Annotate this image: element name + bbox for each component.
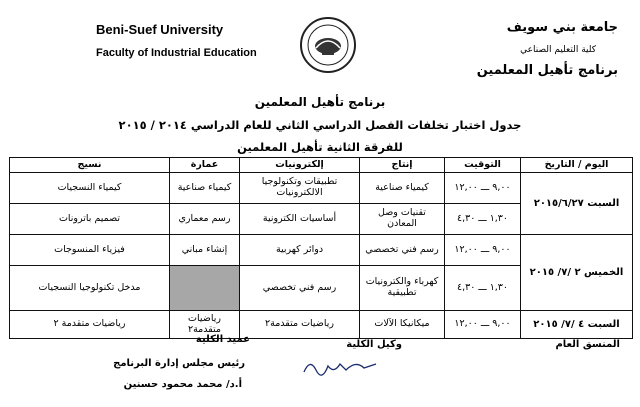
- time-cell: ٩,٠٠ ـــ ١٢,٠٠: [445, 311, 521, 339]
- exam-cell: ميكانيكا الآلات: [360, 311, 445, 339]
- exam-cell: تطبيقات وتكنولوجيا الالكترونيات: [240, 173, 360, 204]
- program-title: برنامج تأهيل المعلمين: [254, 95, 386, 109]
- program-head-name: أ.د/ محمد محمود حسنين: [123, 379, 242, 390]
- exam-cell: أساسيات الكترونية: [240, 204, 360, 235]
- program-head-label: رئيس مجلس إدارة البرنامج: [113, 358, 245, 369]
- exam-cell: دوائر كهربية: [240, 235, 360, 266]
- vice-dean-label: وكيل الكلية: [346, 339, 402, 350]
- dean-label: عميد الكلية: [195, 334, 250, 345]
- exam-cell: رسم معماري: [170, 204, 240, 235]
- exam-cell: إنشاء مباني: [170, 235, 240, 266]
- exam-cell: كيمياء صناعية: [360, 173, 445, 204]
- col-production: إنتاج: [360, 158, 445, 173]
- exam-cell: كيمياء النسجيات: [10, 173, 170, 204]
- table-row: [10, 173, 633, 204]
- col-electronics: إلكترونيات: [240, 158, 360, 173]
- exam-cell: مدخل تكنولوجيا النسجيات: [10, 266, 170, 311]
- level-title: للفرقة الثانية تأهيل المعلمين: [237, 140, 403, 154]
- col-textile: نسيج: [10, 158, 170, 173]
- university-logo: [298, 16, 358, 74]
- exam-cell: تقنيات وصل المعادن: [360, 204, 445, 235]
- col-time: التوقيت: [445, 158, 521, 173]
- exam-cell: فيزياء المنسوجات: [10, 235, 170, 266]
- coordinator-label: المنسق العام: [555, 339, 620, 350]
- exam-cell: رسم فني تخصصي: [240, 266, 360, 311]
- col-day: اليوم / التاريخ: [521, 158, 633, 173]
- exam-cell: تصميم باترونات: [10, 204, 170, 235]
- signature: [300, 352, 380, 378]
- time-cell: ١,٣٠ ـــ ٤,٣٠: [445, 204, 521, 235]
- col-architecture: عمارة: [170, 158, 240, 173]
- exam-cell: كهرباء والكترونيات تطبيقية: [360, 266, 445, 311]
- faculty-name-ar: كلية التعليم الصناعي: [520, 45, 596, 55]
- schedule-title: جدول اختبار تخلفات الفصل الدراسي الثاني للعام الدراسي ٢٠١٤ / ٢٠١٥: [118, 118, 522, 132]
- day-cell: الخميس ٢ /٧/ ٢٠١٥: [521, 235, 633, 311]
- faculty-name-en: Faculty of Industrial Education: [96, 47, 257, 59]
- table-row: [10, 235, 633, 266]
- day-cell: السبت ٤ /٧/ ٢٠١٥: [521, 311, 633, 339]
- exam-schedule-table: [9, 157, 633, 339]
- table-header-row: [10, 158, 633, 173]
- table-row: [10, 311, 633, 339]
- exam-cell: رياضيات متقدمة٢: [240, 311, 360, 339]
- exam-cell: رياضيات متقدمة ٢: [10, 311, 170, 339]
- empty-exam-cell: [170, 266, 240, 311]
- program-name-ar: برنامج تأهيل المعلمين: [476, 63, 618, 78]
- exam-cell: رياضيات متقدمة٢: [170, 311, 240, 339]
- day-cell: السبت ٢٠١٥/٦/٢٧: [521, 173, 633, 235]
- exam-cell: رسم فني تخصصي: [360, 235, 445, 266]
- university-name-ar: جامعة بني سويف: [506, 20, 618, 35]
- time-cell: ٩,٠٠ ـــ ١٢,٠٠: [445, 235, 521, 266]
- university-name-en: Beni-Suef University: [96, 22, 224, 37]
- time-cell: ٩,٠٠ ـــ ١٢,٠٠: [445, 173, 521, 204]
- time-cell: ١,٣٠ ـــ ٤,٣٠: [445, 266, 521, 311]
- exam-cell: كيمياء صناعية: [170, 173, 240, 204]
